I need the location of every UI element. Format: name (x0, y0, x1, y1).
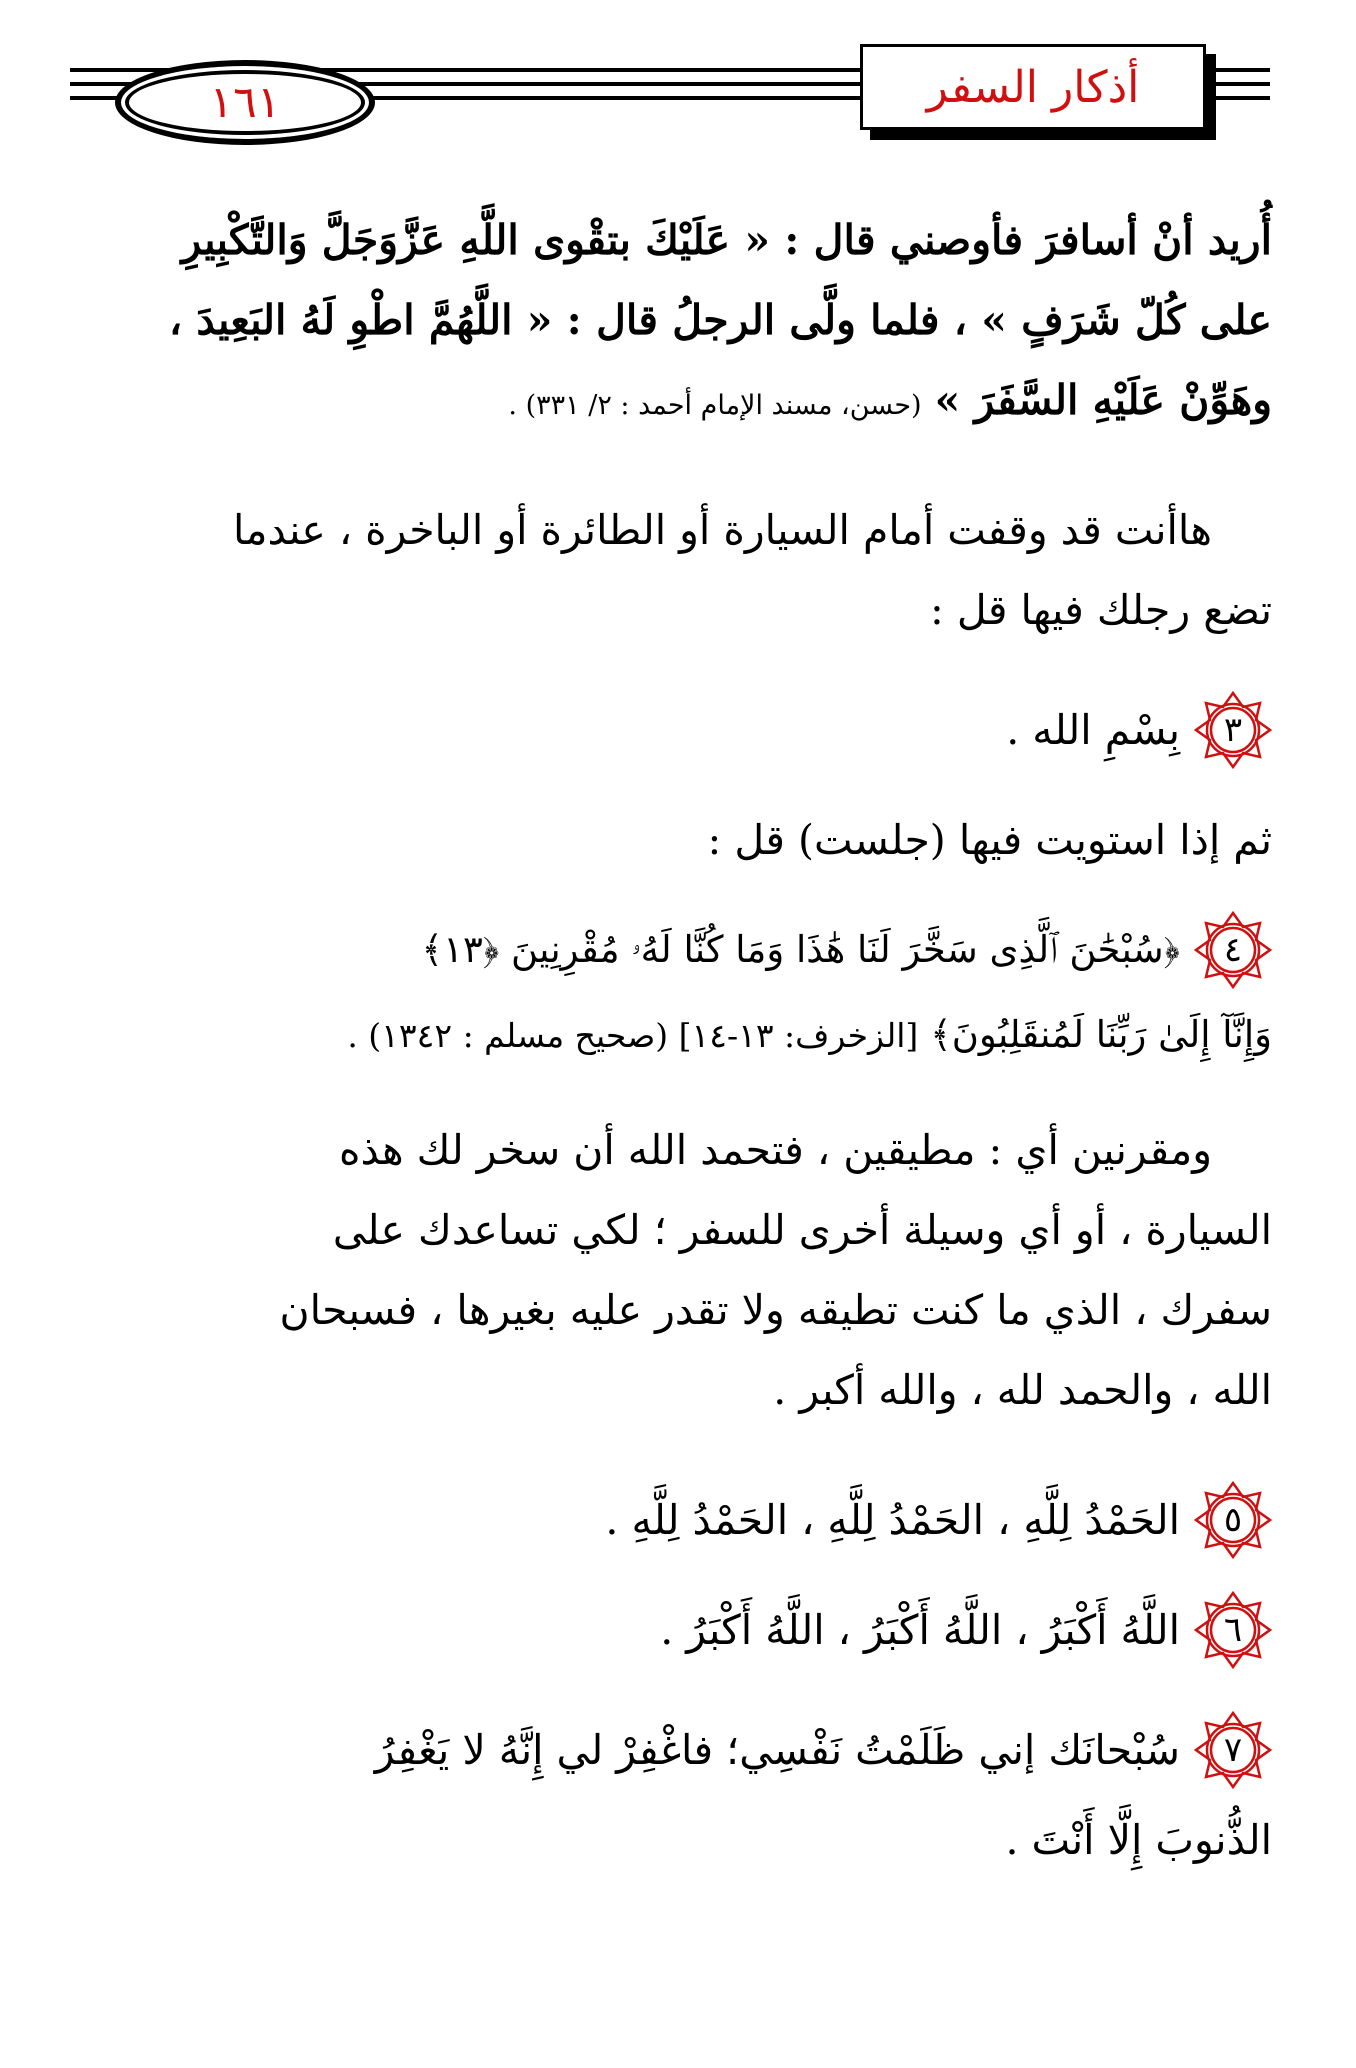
text-line (84, 360, 1272, 446)
dhikr-text: ﴿سُبْحَٰنَ ٱلَّذِى سَخَّرَ لَنَا هَٰذَا وَمَا كُنَّا لَهُۥ مُقْرِنِينَ ﴿١٣﴾ (421, 928, 1180, 971)
section-title-box (860, 44, 1206, 130)
dhikr-number: ٥ (1223, 1500, 1243, 1540)
text-line: تضع رجلك فيها قل : (929, 586, 1272, 634)
page-header (70, 40, 1270, 135)
dhikr-text: بِسْمِ الله . (1006, 706, 1180, 754)
dhikr-item-4-continued (84, 995, 1272, 1076)
hadith-source: (حسن، مسند الإمام أحمد : ٢/ ٣٣١) . (508, 390, 922, 421)
text-line: الله ، والحمد لله ، والله أكبر . (773, 1366, 1272, 1414)
text-line: أُريد أنْ أسافرَ فأوصني قال : « عَلَيْكَ بتقْوى اللَّهِ عَزَّوَجَلَّ وَالتَّكْبِيرِ (181, 216, 1272, 264)
text-line: الذُّنوبَ إِلَّا أَنْتَ . (1005, 1816, 1272, 1864)
dhikr-item-5 (84, 1480, 1272, 1560)
page-number-badge (115, 60, 375, 145)
octagram-rosette-icon (1194, 691, 1272, 769)
dhikr-text: الحَمْدُ لِلَّهِ ، الحَمْدُ لِلَّهِ ، الحَمْدُ لِلَّهِ . (605, 1496, 1180, 1544)
dhikr-text: اللَّهُ أَكْبَرُ ، اللَّهُ أَكْبَرُ ، اللَّهُ أَكْبَرُ . (660, 1606, 1180, 1654)
dhikr-number: ٤ (1223, 930, 1243, 970)
dhikr-text: سُبْحانَك إني ظَلَمْتُ نَفْسِي؛ فاغْفِرْ لي إِنَّهُ لا يَغْفِرُ (374, 1726, 1180, 1774)
octagram-rosette-icon (1194, 1481, 1272, 1559)
dhikr-item-7 (84, 1710, 1272, 1790)
octagram-rosette-icon (1194, 1711, 1272, 1789)
dhikr-item-6 (84, 1590, 1272, 1670)
octagram-rosette-icon (1194, 911, 1272, 989)
dhikr-item-4 (84, 910, 1272, 990)
paragraph-explanation (84, 1110, 1272, 1430)
text-line: ثم إذا استويت فيها (جلست) قل : (707, 816, 1272, 864)
text-line: سفرك ، الذي ما كنت تطيقه ولا تقدر عليه بغيرها ، فسبحان (279, 1286, 1272, 1334)
dhikr-number: ٣ (1223, 710, 1243, 750)
paragraph-instruction-2 (84, 800, 1272, 880)
text-line: ومقرنين أي : مطيقين ، فتحمد الله أن سخر لك هذه (339, 1126, 1212, 1174)
section-title: أذكار السفر (926, 61, 1140, 113)
page-number: ١٦١ (209, 77, 281, 128)
dhikr-number: ٦ (1223, 1610, 1243, 1650)
paragraph-hadith (84, 200, 1272, 446)
verse-reference: [الزخرف: ١٣-١٤] (صحيح مسلم : ١٣٤٢) . (347, 1016, 919, 1055)
octagram-rosette-icon (1194, 1591, 1272, 1669)
text-line: على كُلّ شَرَفٍ » ، فلما ولَّى الرجلُ قال : « اللَّهُمَّ اطْوِ لَهُ البَعِيدَ ، (168, 296, 1272, 344)
text-line: السيارة ، أو أي وسيلة أخرى للسفر ؛ لكي تساعدك على (332, 1206, 1272, 1254)
hadith-text: وهَوِّنْ عَلَيْهِ السَّفَرَ » (934, 376, 1272, 424)
dhikr-number: ٧ (1223, 1730, 1243, 1770)
text-line: هاأنت قد وقفت أمام السيارة أو الطائرة أو الباخرة ، عندما (233, 506, 1212, 554)
dhikr-item-3 (84, 690, 1272, 770)
paragraph-instruction (84, 490, 1272, 650)
quran-verse: وَإِنَّآ إِلَىٰ رَبِّنَا لَمُنقَلِبُونَ﴾ (930, 1013, 1272, 1056)
dhikr-item-7-continued (84, 1800, 1272, 1880)
